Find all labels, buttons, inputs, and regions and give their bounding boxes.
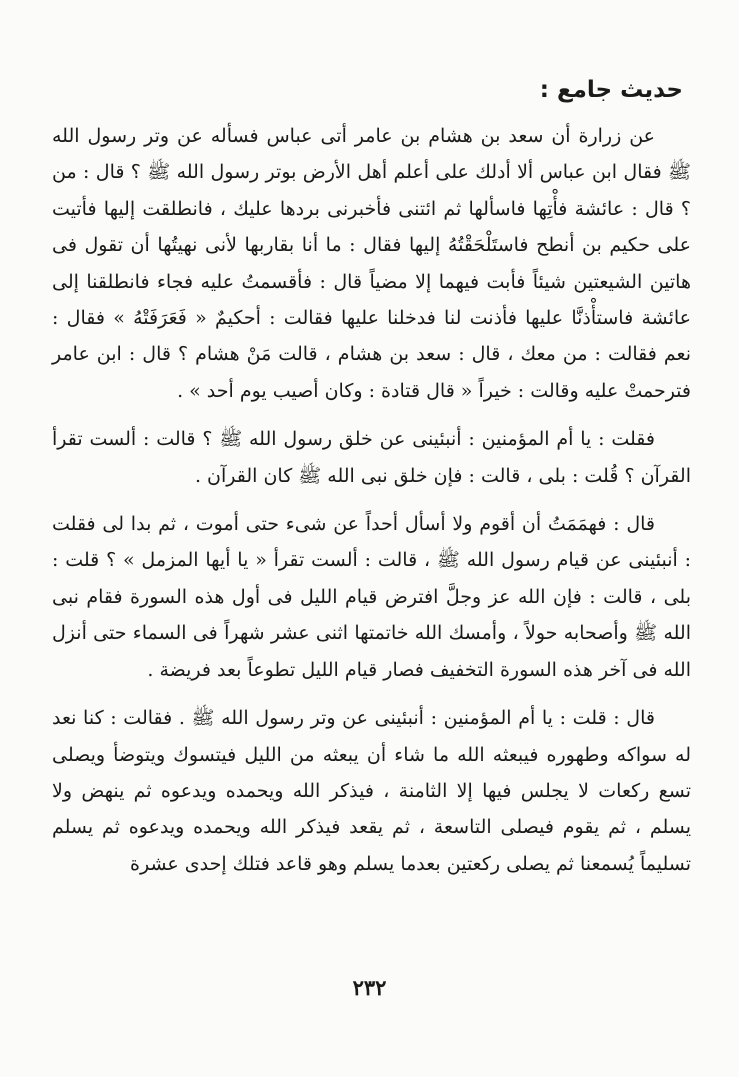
paragraph-3-text: قال : فهمَمَتُ أن أقوم ولا أسأل أحداً عن شىء حتى أموت ، ثم بدا لى فقلت : أنبئينى عن قيام رسول الله ﷺ ، قالت : ألست تقرأ « يا أيها المزمل » ؟ قلت : بلى ، قالت : فإن الله عز وجلَّ افترض قيام الليل فى أول هذه السورة فقام نبى الله ﷺ وأصحابه حولاً ، وأمسك الله خاتمتها اثنى عشر شهراً فى السماء حتى أنزل الله فى آخر هذه السورة التخفيف فصار قيام الليل تطوعاً بعد فريضة . xyxy=(52,513,691,681)
section-heading: حديث جامع : xyxy=(539,77,683,103)
paragraph-3 xyxy=(52,506,691,688)
page-number: ٢٣٢ xyxy=(352,975,387,1000)
paragraph-1 xyxy=(52,118,691,409)
paragraph-4-text: قال : قلت : يا أم المؤمنين : أنبئينى عن وتر رسول الله ﷺ . فقالت : كنا نعد له سواكه وطهوره فيبعثه الله ما شاء أن يبعثه من الليل فيتسوك ويتوضأ ويصلى تسع ركعات لا يجلس فيها إلا الثامنة ، فيذكر الله ويحمده ويدعوه ثم ينهض ولا يسلم ، ثم يقوم فيصلى التاسعة ، ثم يقعد فيذكر الله ويحمده ويدعوه ثم يسلم تسليماً يُسمعنا ثم يصلى ركعتين بعدما يسلم وهو قاعد فتلك إحدى عشرة xyxy=(52,707,691,875)
paragraph-2-text: فقلت : يا أم المؤمنين : أنبئينى عن خلق رسول الله ﷺ ؟ قالت : ألست تقرأ القرآن ؟ قُلت : بلى ، قالت : فإن خلق نبى الله ﷺ كان القرآن . xyxy=(52,428,691,487)
paragraph-4 xyxy=(52,700,691,882)
paragraph-1-text: عن زرارة أن سعد بن هشام بن عامر أتى عباس فسأله عن وتر رسول الله ﷺ فقال ابن عباس ألا أدلك على أعلم أهل الأرض بوتر رسول الله ﷺ ؟ قال : من ؟ قال : عائشة فأْتِها فاسألها ثم ائتنى فأخبرنى بردها عليك ، فانطلقت إليها فأتيت على حكيم بن أنطح فاستَلْحَقْتُهُ إليها فقال : ما أنا بقاربها لأنى نهيتُها أن تقول فى هاتين الشيعتين شيئاً فأبت فيهما إلا مضياً قال : فأقسمتُ عليه فجاء فانطلقنا إلى عائشة فاستأْذنَّا عليها فأذنت لنا فدخلنا عليها فقالت : أحكيمٌ « فَعَرَفَتْهُ » فقال : نعم فقالت : من معك ، قال : سعد بن هشام ، قالت مَنْ هشام ؟ قال : ابن عامر فترحمتْ عليه وقالت : خيراً « قال قتادة : وكان أصيب يوم أحد » . xyxy=(52,125,691,402)
paragraph-2 xyxy=(52,421,691,494)
